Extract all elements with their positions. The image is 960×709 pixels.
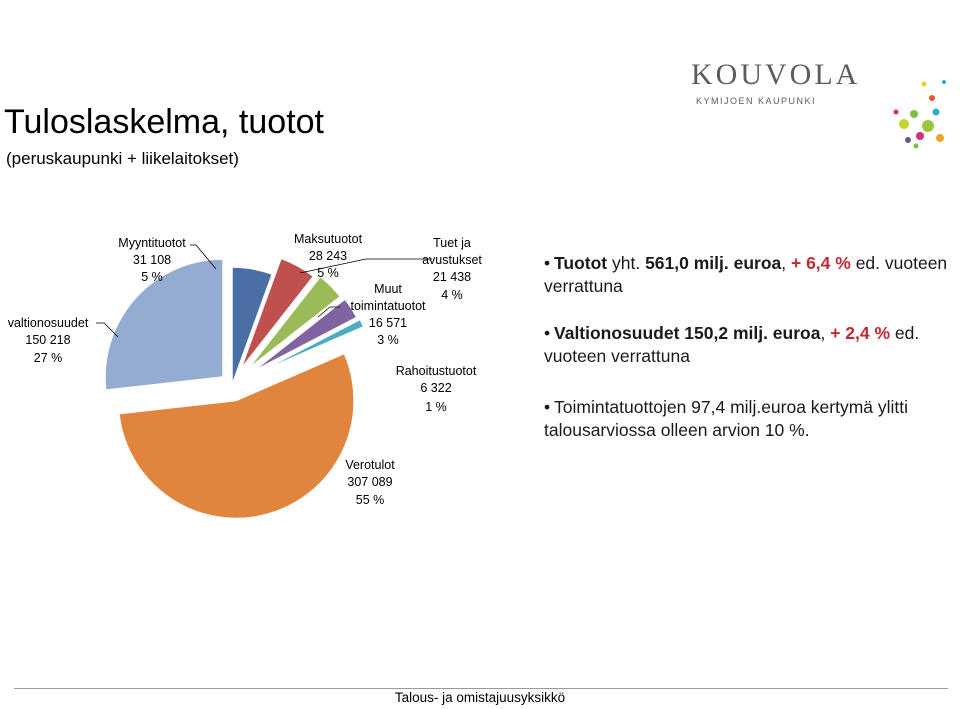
label-myyntituotot-name: Myyntituotot bbox=[118, 236, 186, 250]
label-maksutuotot-percent: 5 % bbox=[317, 266, 339, 280]
page-title: Tuloslaskelma, tuotot bbox=[4, 103, 324, 141]
logo-tagline: KYMIJOEN KAUPUNKI bbox=[696, 96, 817, 106]
label-maksutuotot-name: Maksutuotot bbox=[293, 232, 363, 246]
label-rahoitus-value: 6 322 bbox=[420, 381, 452, 395]
label-muut-value: 16 571 bbox=[368, 316, 408, 330]
label-myyntituotot-percent: 5 % bbox=[141, 270, 163, 284]
label-rahoitus-percent: 1 % bbox=[425, 400, 447, 414]
kouvola-logo bbox=[688, 52, 950, 152]
label-verotulot-name: Verotulot bbox=[345, 458, 395, 472]
footer-divider bbox=[14, 688, 948, 689]
bullet-toimintatuotot: • Toimintatuottojen 97,4 milj.euroa kertymä ylitti talousarviossa olleen arvion 10 %. bbox=[544, 397, 909, 440]
label-rahoitus-name: Rahoitustuotot bbox=[395, 364, 477, 378]
label-myyntituotot-value: 31 108 bbox=[132, 253, 172, 267]
label-verotulot-percent: 55 % bbox=[355, 493, 385, 507]
logo-wordmark: KOUVOLA bbox=[691, 58, 861, 91]
label-tuet-name-2: avustukset bbox=[422, 253, 482, 267]
pie-chart bbox=[0, 225, 540, 525]
label-muut-name-2: toimintatuotot bbox=[350, 299, 426, 313]
label-muut-percent: 3 % bbox=[377, 333, 399, 347]
label-valtionosuudet-percent: 27 % bbox=[33, 351, 63, 365]
label-verotulot-value: 307 089 bbox=[347, 475, 393, 489]
bullet-tuotot: • Tuotot yht. 561,0 milj. euroa, + 6,4 % ed. vuoteen verrattuna bbox=[544, 253, 948, 296]
page-subtitle: (peruskaupunki + liikelaitokset) bbox=[6, 149, 239, 168]
label-maksutuotot-value: 28 243 bbox=[308, 249, 348, 263]
bullet-valtionosuudet: • Valtionosuudet 150,2 milj. euroa, + 2,4 % ed. vuoteen verrattuna bbox=[544, 323, 920, 366]
label-tuet-percent: 4 % bbox=[441, 288, 463, 302]
footer-text: Talous- ja omistajuusyksikkö bbox=[394, 690, 566, 705]
label-tuet-value: 21 438 bbox=[432, 270, 472, 284]
label-valtionosuudet-name: valtionosuudet bbox=[7, 316, 89, 330]
slice-valtionosuudet bbox=[105, 259, 223, 390]
label-tuet-name-1: Tuet ja bbox=[433, 236, 471, 250]
label-valtionosuudet-value: 150 218 bbox=[25, 333, 71, 347]
label-muut-name-1: Muut bbox=[374, 282, 402, 296]
